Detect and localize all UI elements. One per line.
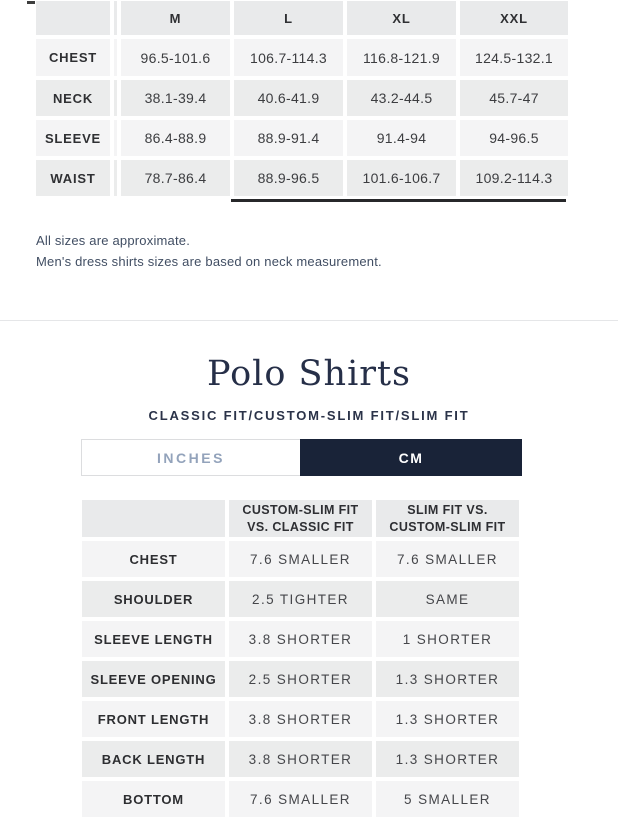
size-value-cell: 91.4-94 xyxy=(347,120,456,156)
polo-section-title: Polo Shirts xyxy=(206,354,412,394)
header-line: CUSTOM-SLIM FIT xyxy=(242,503,359,518)
size-row-label-neck: NECK xyxy=(36,80,110,116)
fit-value-cell: 3.8 SHORTER xyxy=(229,701,372,737)
size-column-header-m: M xyxy=(121,1,230,35)
size-value-cell: 124.5-132.1 xyxy=(460,39,568,76)
size-value-cell: 45.7-47 xyxy=(460,80,568,116)
size-value-cell: 106.7-114.3 xyxy=(234,39,343,76)
size-row-label-waist: WAIST xyxy=(36,160,110,196)
size-value-cell: 116.8-121.9 xyxy=(347,39,456,76)
size-value-cell: 101.6-106.7 xyxy=(347,160,456,196)
fit-value-cell: 5 SMALLER xyxy=(376,781,519,817)
fit-row-label-chest: CHEST xyxy=(82,541,225,577)
fit-row-label-back-length: BACK LENGTH xyxy=(82,741,225,777)
scrolled-column-sliver xyxy=(114,80,117,116)
size-row-label-chest: CHEST xyxy=(36,39,110,76)
size-value-cell: 40.6-41.9 xyxy=(234,80,343,116)
size-value-cell: 88.9-91.4 xyxy=(234,120,343,156)
polo-fit-subtitle: CLASSIC FIT/CUSTOM-SLIM FIT/SLIM FIT xyxy=(148,408,470,423)
fit-column-header-slim xyxy=(376,500,519,537)
header-line: SLIM FIT VS. xyxy=(407,503,488,518)
size-value-cell: 86.4-88.9 xyxy=(121,120,230,156)
table-scrollbar-thumb[interactable] xyxy=(231,199,566,202)
polo-fit-comparison-table xyxy=(82,500,519,817)
fit-value-cell: SAME xyxy=(376,581,519,617)
fit-value-cell: 1.3 SHORTER xyxy=(376,701,519,737)
fit-row-label-front-length: FRONT LENGTH xyxy=(82,701,225,737)
table-corner-cell xyxy=(82,500,225,537)
cropped-content-fragment xyxy=(27,1,35,4)
header-line: VS. CLASSIC FIT xyxy=(247,519,354,534)
size-column-header-xl: XL xyxy=(347,1,456,35)
fit-value-cell: 2.5 TIGHTER xyxy=(229,581,372,617)
size-value-cell: 88.9-96.5 xyxy=(234,160,343,196)
unit-option-inches[interactable]: INCHES xyxy=(81,439,300,476)
fit-value-cell: 1.3 SHORTER xyxy=(376,661,519,697)
size-column-header-l: L xyxy=(234,1,343,35)
fit-row-label-sleeve-length: SLEEVE LENGTH xyxy=(82,621,225,657)
size-value-cell: 96.5-101.6 xyxy=(121,39,230,76)
note-sizes-approximate: All sizes are approximate. xyxy=(36,233,191,248)
scrolled-column-sliver xyxy=(114,120,117,156)
fit-value-cell: 7.6 SMALLER xyxy=(229,541,372,577)
fit-row-label-sleeve-opening: SLEEVE OPENING xyxy=(82,661,225,697)
scrolled-column-sliver xyxy=(114,39,117,76)
unit-option-cm-selected[interactable]: CM xyxy=(300,439,522,476)
fit-value-cell: 3.8 SHORTER xyxy=(229,621,372,657)
size-value-cell: 109.2-114.3 xyxy=(460,160,568,196)
fit-column-header-custom-slim xyxy=(229,500,372,537)
scrolled-column-sliver xyxy=(114,1,117,35)
size-row-label-sleeve: SLEEVE xyxy=(36,120,110,156)
fit-value-cell: 7.6 SMALLER xyxy=(229,781,372,817)
fit-row-label-bottom: BOTTOM xyxy=(82,781,225,817)
fit-row-label-shoulder: SHOULDER xyxy=(82,581,225,617)
size-column-header-xxl: XXL xyxy=(460,1,568,35)
header-line: CUSTOM-SLIM FIT xyxy=(389,519,506,534)
section-divider xyxy=(0,320,618,321)
unit-toggle xyxy=(81,439,522,476)
fit-value-cell: 1.3 SHORTER xyxy=(376,741,519,777)
fit-value-cell: 3.8 SHORTER xyxy=(229,741,372,777)
scrolled-column-sliver xyxy=(114,160,117,196)
size-value-cell: 94-96.5 xyxy=(460,120,568,156)
fit-value-cell: 1 SHORTER xyxy=(376,621,519,657)
fit-value-cell: 2.5 SHORTER xyxy=(229,661,372,697)
size-value-cell: 38.1-39.4 xyxy=(121,80,230,116)
fit-value-cell: 7.6 SMALLER xyxy=(376,541,519,577)
table-corner-cell xyxy=(36,1,110,35)
dress-shirt-size-table xyxy=(36,1,568,196)
size-value-cell: 78.7-86.4 xyxy=(121,160,230,196)
note-neck-measurement: Men's dress shirts sizes are based on neck measurement. xyxy=(36,254,382,269)
size-value-cell: 43.2-44.5 xyxy=(347,80,456,116)
